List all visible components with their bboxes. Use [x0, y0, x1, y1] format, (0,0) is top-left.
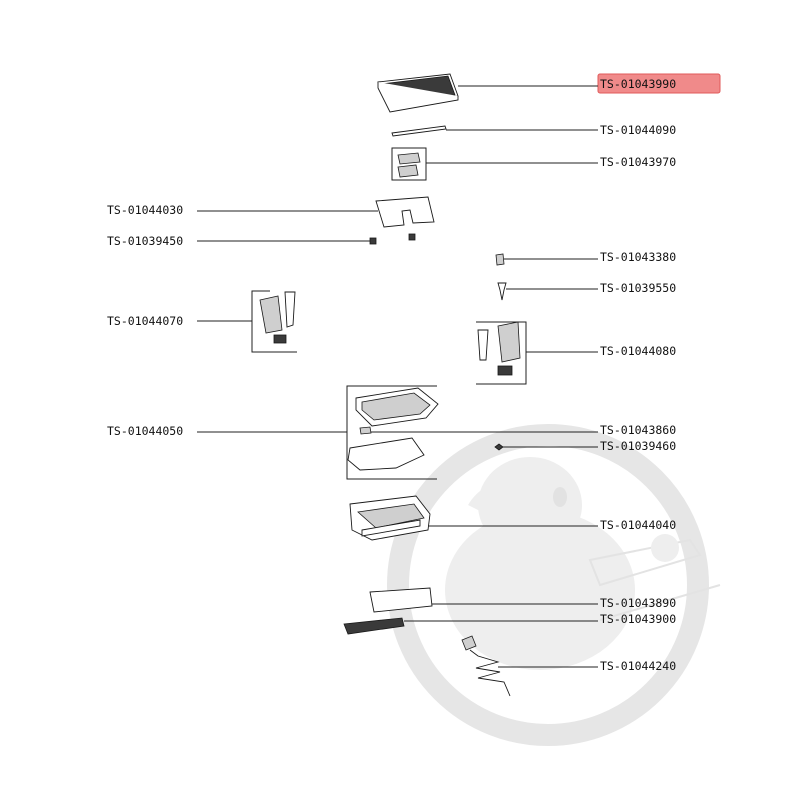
ref-label[interactable]: TS-01039460: [600, 439, 677, 453]
part-right-hinge-assembly[interactable]: [476, 322, 526, 384]
part-seal-strip[interactable]: [392, 126, 446, 136]
ref-label[interactable]: TS-01044080: [600, 344, 677, 358]
part-grill-plate[interactable]: [378, 74, 458, 112]
watermark-logo: [398, 435, 720, 735]
ref-label[interactable]: TS-01043970: [600, 155, 677, 169]
ref-label[interactable]: TS-01044240: [600, 659, 677, 673]
ref-label[interactable]: TS-01043900: [600, 612, 677, 626]
ref-label[interactable]: TS-01044090: [600, 123, 677, 137]
ref-label-highlighted[interactable]: TS-01043990: [600, 77, 677, 91]
part-left-hinge-assembly[interactable]: [252, 291, 297, 352]
part-connector[interactable]: [360, 427, 371, 434]
ref-label[interactable]: TS-01043380: [600, 250, 677, 264]
ref-label[interactable]: TS-01044050: [107, 424, 184, 438]
ref-label[interactable]: TS-01039450: [107, 234, 184, 248]
ref-label[interactable]: TS-01043890: [600, 596, 677, 610]
part-small-fixings[interactable]: [370, 234, 415, 244]
part-clip-set[interactable]: [392, 148, 426, 180]
part-heating-element[interactable]: [376, 197, 434, 227]
part-hinge[interactable]: [496, 254, 504, 265]
ref-label[interactable]: TS-01043860: [600, 423, 677, 437]
ref-label[interactable]: TS-01044030: [107, 203, 184, 217]
part-spring-pin[interactable]: [498, 283, 506, 300]
part-handle[interactable]: [370, 588, 432, 612]
ref-label[interactable]: TS-01044040: [600, 518, 677, 532]
ref-label[interactable]: TS-01039550: [600, 281, 677, 295]
ref-label[interactable]: TS-01044070: [107, 314, 184, 328]
